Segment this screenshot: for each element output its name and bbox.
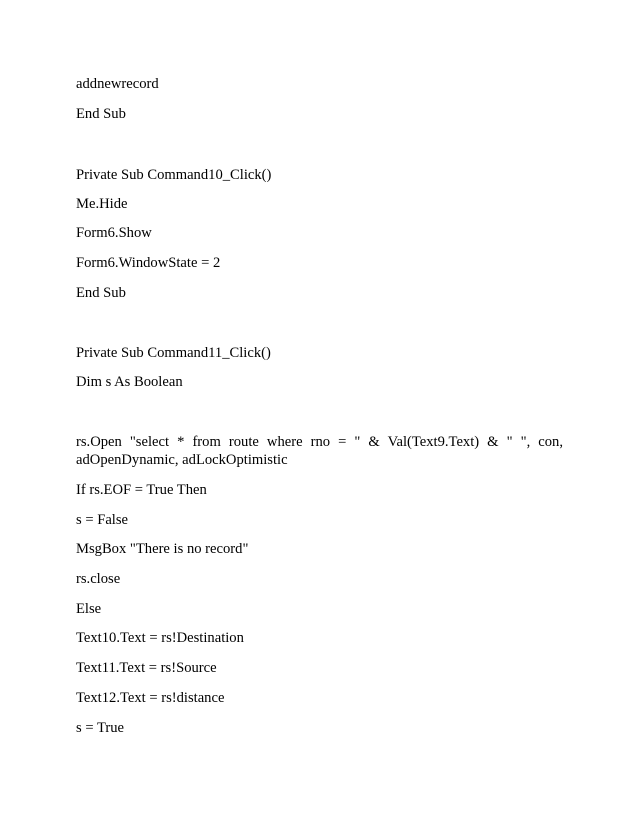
code-line: Private Sub Command10_Click() xyxy=(76,167,272,183)
code-line: End Sub xyxy=(76,285,126,301)
code-line: Private Sub Command11_Click() xyxy=(76,345,271,361)
code-line: End Sub xyxy=(76,106,126,122)
code-line: Text10.Text = rs!Destination xyxy=(76,630,244,646)
code-line: MsgBox "There is no record" xyxy=(76,541,249,557)
code-line: rs.close xyxy=(76,571,121,587)
code-line: rs.Open "select * from route where rno = " & Val(Text9.Text) & " ", con, adOpenDynamic, adLockOptimistic xyxy=(76,434,563,468)
code-line: s = False xyxy=(76,512,129,528)
code-line: addnewrecord xyxy=(76,76,159,92)
code-line: Text11.Text = rs!Source xyxy=(76,660,217,676)
code-line: Form6.WindowState = 2 xyxy=(76,255,221,271)
code-line: s = True xyxy=(76,720,124,736)
code-line: Text12.Text = rs!distance xyxy=(76,690,225,706)
code-line: Dim s As Boolean xyxy=(76,374,183,390)
code-line: Else xyxy=(76,601,102,617)
code-line: If rs.EOF = True Then xyxy=(76,482,207,498)
code-line: Form6.Show xyxy=(76,225,152,241)
code-line: Me.Hide xyxy=(76,196,128,212)
